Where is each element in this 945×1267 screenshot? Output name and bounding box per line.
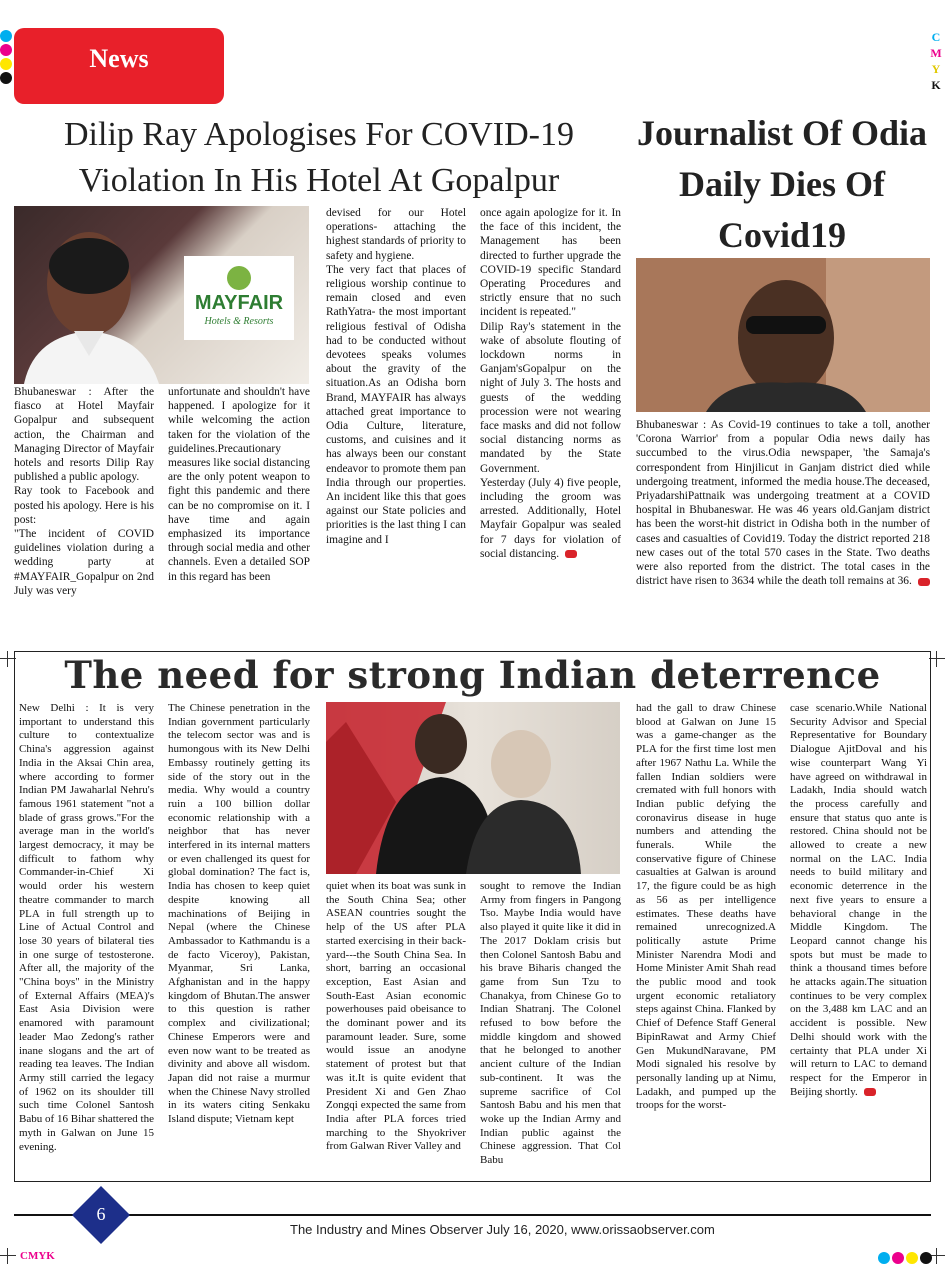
black-registration-dot — [0, 72, 12, 84]
black-registration-dot — [920, 1252, 932, 1264]
journalist-photo — [636, 258, 930, 412]
magenta-registration-dot — [892, 1252, 904, 1264]
story1-column-2 — [168, 385, 310, 647]
story1-col2-p1: unfortunate and shouldn't have happened. I apologize for it while welcoming the action taken for the violation of the guidelines.Precautionary measures like social distancing are the only potent weapon to fight this pandemic and there can be no compromise on it. I have time and again emphasized its importance through social media and other channels. Even a detailed SOP in this regard has been — [168, 386, 310, 583]
story1-col1-p2: Ray took to Facebook and posted his apology. Here is his post: — [14, 485, 154, 526]
magenta-registration-dot — [0, 44, 12, 56]
story3-column-5 — [636, 702, 776, 1178]
story1-col1-p1: Bhubaneswar : After the fiasco at Hotel Mayfair Gopalpur and subsequent action, the Chairman and Managing Director of Mayfair hotels and resorts Dilip Ray published a public apology. — [14, 386, 154, 484]
story1-col4-p3: Yesterday (July 4) five people, including the groom was arrested. Additionally, Hotel Mayfair Gopalpur was sealed for 7 days for violation of social distancing. — [480, 476, 621, 560]
cyan-registration-dot — [878, 1252, 890, 1264]
page-number-badge — [70, 1184, 132, 1246]
end-mark-icon — [565, 550, 577, 558]
cmyk-c: C — [931, 30, 941, 44]
story1-col4-p2: Dilip Ray's statement in the wake of absolute flouting of lockdown norms in Ganjam'sGopalpur on the night of July 3. The hosts and guests of the wedding procession were not wearing face masks and did not follow social distancing norms as mandated by the State Government. — [480, 320, 621, 475]
story3-column-3 — [326, 880, 466, 1178]
section-tab: News — [14, 28, 224, 104]
end-mark-icon — [918, 578, 930, 586]
story3-column-2 — [168, 702, 310, 1178]
crop-mark — [0, 1248, 16, 1264]
cyan-registration-dot — [0, 30, 12, 42]
story1-column-1 — [14, 385, 154, 647]
story1-column-4 — [480, 206, 621, 647]
story1-col1-p3: "The incident of COVID guidelines violation during a wedding party at #MAYFAIR_Gopalpur on 2nd July was very — [14, 528, 154, 597]
story1-col3-p1: devised for our Hotel operations- attaching the highest standards of priority to safety and hygiene. — [326, 207, 466, 262]
story2-body — [636, 418, 930, 646]
yellow-registration-dot — [0, 58, 12, 70]
story3-column-4 — [480, 880, 621, 1178]
mayfair-logo-sub: Hotels & Resorts — [204, 316, 274, 327]
story3-col6: case scenario.While National Security Advisor and Special Representative for Boundary Dialogue AjitDoval and his wise counterpart Wang Yi have agreed on withdrawal in Ladakh, India should watch the process carefully and ensure that status quo ante is restored. China should not be allowed to create a new normal on the LAC. India needs to build military and economic deterrence in the next five years to ensure a behavioral change in the Middle Kingdom. The Leopard cannot change his spots but must be made to think a thousand times before he attacks again.The situation continues to be very complex on the 3,488 km LAC and an accident is possible. New Delhi should work with the certainty that PLA under Xi will return to LAC to demand respect for the Emperor in Beijing shortly. — [790, 702, 927, 1098]
end-mark-icon — [864, 1088, 876, 1096]
yellow-registration-dot — [906, 1252, 918, 1264]
story3-column-1 — [19, 702, 154, 1178]
cmyk-k: K — [931, 78, 941, 92]
story1-headline: Dilip Ray Apologises For COVID-19 Violation In His Hotel At Gopalpur — [64, 116, 574, 199]
crop-mark — [929, 651, 945, 667]
story3-col3: quiet when its boat was sunk in the South China Sea; other ASEAN countries sought the help of the US after PLA started exercising in their back-yard---the South China Sea. In short, barring an occasional exception, East Asian and South-East Asian economic powerhouses paid obeisance to the dominant power and its paramount leader. Sure, some would issue an anodyne statement of protest but that was it.It is quite evident that President Xi and Gen Zhao Zongqi expected the same from India after PLA forces tried marching to the Shyokriver from Galwan River Valley and — [326, 880, 466, 1153]
footer-text: The Industry and Mines Observer July 16, 2020, www.orissaobserver.com — [290, 1222, 715, 1237]
story3-col5: had the gall to draw Chinese blood at Galwan on June 15 was a game-changer as the PLA for the first time lost men after 1967 Nathu La. While the fallen Indian soldiers were cremated with full honors with Indian public defying the coronavirus disease in huge numbers and attending the funerals. While the conservative figure of Chinese casualties at Galwan is around 17, the figure could be as high as 56 as per intelligence estimates. These deaths have remained unrecognized.A politically astute Prime Minister Narendra Modi and Home Minister Amit Shah read the public mood and took urgent economic retaliatory steps against China. Flanked by Chief of Defence Staff General BipinRawat and Army Chief Gen MukundNaravane, PM Modi signaled his resolve by personally landing up at Nimu, Ladakh, and pumped up the troops for the worst- — [636, 702, 776, 1112]
story3-col1: New Delhi : It is very important to understand this culture to contextualize China's aggression against India in the Aksai Chin area, where according to former Indian PM Jawaharlal Nehru's famous 1961 statement "not a blade of grass grows."For the average man in the world's largest democracy, it may be difficult to fathom why Commander-in-Chief Xi would order his western theatre commander to march PLA in full strength up to Line of Actual Control and lose 30 years of bilateral ties in one surge of testosterone. After all, the majority of the "China boys" in the Ministry of External Affairs (MEA)'s East Asia Division were enamored with paramount leader Mao Zedong's rather inane slogans and the art of reading tea leaves. The Indian Army still carried the legacy of 1962 on its shoulder till such time Colonel Santosh Babu of 16 Bihar shattered the myth in Galwan on June 15 evening. — [19, 702, 154, 1153]
story3-headline: The need for strong Indian deterrence — [64, 653, 881, 697]
story3-col4: sought to remove the Indian Army from fingers in Pangong Tso. Maybe India would have also played it quite like it did in The 2017 Doklam crisis but then Colonel Santosh Babu and his brave Biharis changed the game from Sun Tzu to Chanakya, from Chinese Go to Indian Shatranj. The Colonel refused to bow before the middle kingdom and showed that he belonged to another ancient culture of the Indian sub-continent. It was the supreme sacrifice of Col Santosh Babu and his men that woke up the Indian Army and Indian public against the Chinese aggression. That Col Babu — [480, 880, 621, 1167]
story3-col2: The Chinese penetration in the Indian government particularly the telecom sector was and is humongous with its New Delhi Embassy routinely getting its side of the story out in the media. Why would a country ruin a 100 billion dollar economic relationship with a neighbor that has never interfered in its internal matters or even challenged its quest for global domination? The fact is, India has chosen to keep quiet despite knowing all machinations of Beijing in Nepal (where the Chinese Ambassador to Kathmandu is a de facto Viceroy), Pakistan, Myanmar, Sri Lanka, Afghanistan and in the happy kingdom of Bhutan.The answer to this question is rather complex and civilizational; Chinese Emperors were and even now want to be treated as divinity and above all wisdom. Japan did not raise a murmur when the Chinese Navy strolled in its waters citing Senkaku Island dispute; Vietnam kept — [168, 702, 310, 1126]
xi-modi-photo — [326, 702, 620, 874]
story1-col4-p1: once again apologize for it. In the face of this incident, the Management has been directed to further upgrade the COVID-19 specific Standard Operating Procedures and strictly ensure that no such incident is repeated." — [480, 207, 621, 319]
mayfair-logo: MAYFAIR — [194, 292, 284, 314]
cmyk-y: Y — [931, 62, 941, 76]
story2-headline: Journalist Of Odia Daily Dies Of Covid19 — [636, 113, 928, 255]
cmyk-m: M — [930, 46, 942, 60]
story1-column-3 — [326, 206, 466, 647]
footer-rule — [14, 1214, 931, 1216]
dilip-ray-photo — [14, 206, 309, 384]
story1-col3-p2: The very fact that places of religious worship continue to remain closed and even RathYatra- the most important religious festival of Odisha had to be conducted without devotees speaks volumes about the gravity of the situation.As an Odisha born Brand, MAYFAIR has always attached great importance to Odia Culture, literature, customs, and cuisines and it has always been our constant endeavor to promote them pan India through our properties. An incident like this that goes against our State policies and priorities is the last thing I can imagine and I — [326, 263, 466, 546]
page-number: 6 — [96, 1204, 106, 1224]
story2-text: Bhubaneswar : As Covid-19 continues to take a toll, another 'Corona Warrior' from a popular Odia news daily has succumbed to the virus.Odia newspaper, 'the Samaja's correspondent from Hinjilicut in Ganjam district died while undergoing treatment, informed the media house.The deceased, PriyadarshiPattnaik was undergoing treatment at a COVID hospital in Bhubaneswar. He was 46 years old.Ganjam district has been the worst-hit district in Odisha both in the number of cases and casualties of Covid19. Today the district reported 218 new cases out of the total 570 cases in the State. Two deaths were also reported from the district. The total cases in the district have risen to 3634 while the death toll remains at 36. — [636, 419, 930, 588]
cmyk-bottom-label: CMYK — [20, 1250, 55, 1262]
story3-column-6 — [790, 702, 927, 1178]
